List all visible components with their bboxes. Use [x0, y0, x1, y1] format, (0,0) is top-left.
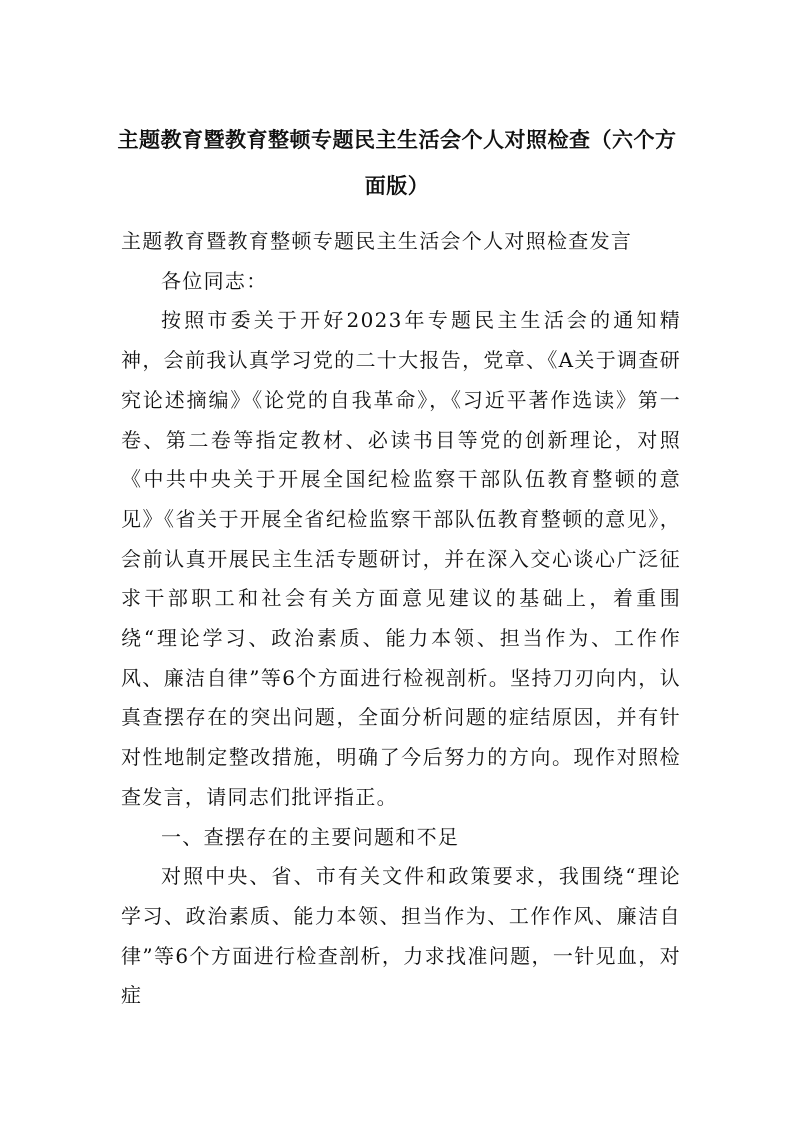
- paragraph-intro: 按照市委关于开好2023年专题民主生活会的通知精神，会前我认真学习党的二十大报告，党章、《A关于调查研究论述摘编》《论党的自我革命》，《习近平著作选读》第一卷、第二卷等指定教材、必读书目等党的创新理论，对照《中共中央关于开展全国纪检监察干部队伍教育整顿的意见》《省关于开展全省纪检监察干部队伍教育整顿的意见》，会前认真开展民主生活专题研讨，并在深入交心谈心广泛征求干部职工和社会有关方面意见建议的基础上，着重围绕“理论学习、政治素质、能力本领、担当作为、工作作风、廉洁自律”等6个方面进行检视剖析。坚持刀刃向内，认真查摆存在的突出问题，全面分析问题的症结原因，并有针对性地制定整改措施，明确了今后努力的方向。现作对照检查发言，请同志们批评指正。: [121, 308, 681, 809]
- section-heading: 一、查摆存在的主要问题和不足: [161, 824, 460, 849]
- salutation: 各位同志：: [161, 268, 268, 293]
- document-subtitle: 主题教育暨教育整顿专题民主生活会个人对照检查发言: [121, 229, 633, 253]
- document-title: 主题教育暨教育整顿专题民主生活会个人对照检查（六个方面版）: [117, 128, 677, 198]
- paragraph-section-1: 对照中央、省、市有关文件和政策要求，我围绕“理论学习、政治素质、能力本领、担当作为、工作作风、廉洁自律”等6个方面进行检查剖析，力求找准问题，一针见血，对症: [121, 864, 681, 1008]
- document-body: [121, 222, 681, 1016]
